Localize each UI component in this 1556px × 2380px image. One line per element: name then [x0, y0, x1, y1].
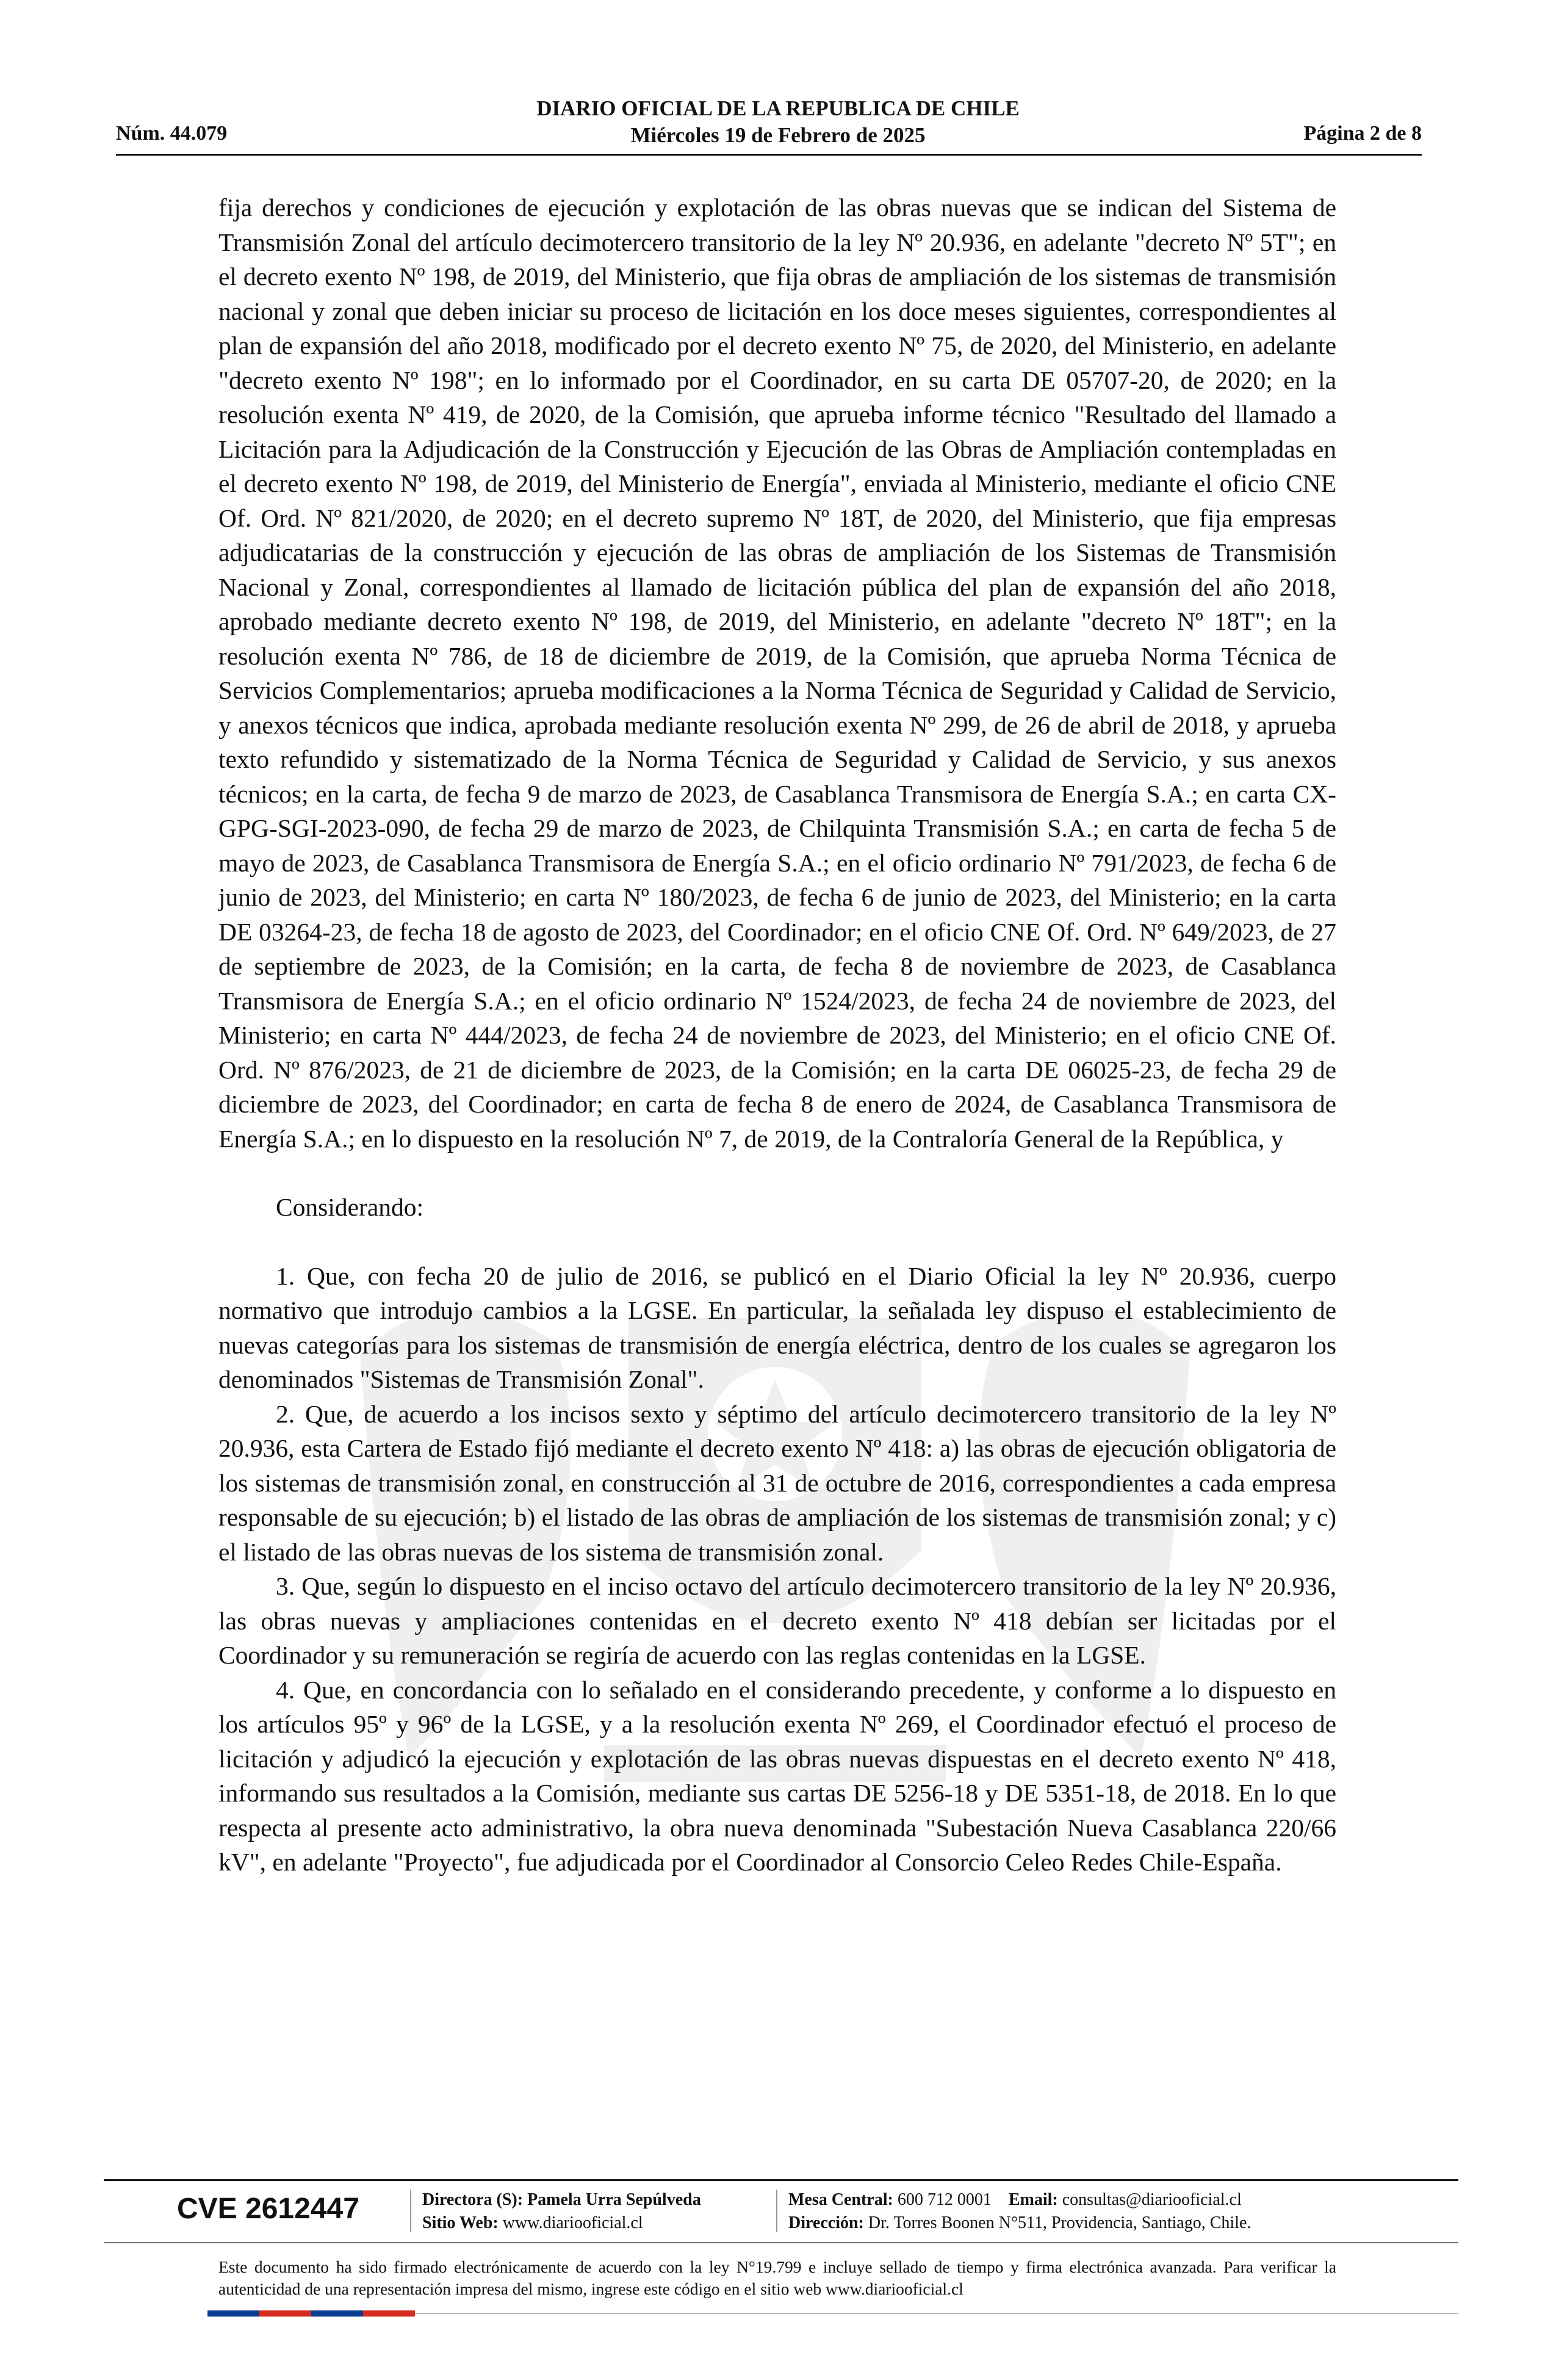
page-number: Página 2 de 8 [1303, 122, 1422, 145]
signature-notice: Este documento ha sido firmado electrónicamente de acuerdo con la ley N°19.799 e incluye sellado de tiempo y firma electrónica avanzada. Para verificar la autenticidad de una representación impresa del mismo, ingrese este código en el sitio web www.diariooficial.cl [218, 2257, 1336, 2298]
considerando-item-2: 2. Que, de acuerdo a los incisos sexto y séptimo del artículo decimotercero transitorio de la ley Nº 20.936, esta Cartera de Estado fijó mediante el decreto exento Nº 418: a) las obras de ejecución obligatoria de los sistemas de transmisión zonal, en construcción al 31 de octubre de 2016, correspondientes a cada empresa responsable de su ejecución; b) el listado de las obras de ampliación de los sistemas de transmisión zonal; y c) el listado de las obras nuevas de los sistema de transmisión zonal. [218, 1399, 1336, 1566]
footer-divider-bottom [415, 2313, 1458, 2314]
footer-directory [422, 2188, 701, 2235]
directora-name: Pamela Urra Sepúlveda [527, 2190, 701, 2209]
mesa-label: Mesa Central: [788, 2190, 893, 2209]
issue-number: Núm. 44.079 [116, 122, 228, 145]
flag-stripe [363, 2310, 415, 2317]
considerando-heading: Considerando: [276, 1193, 424, 1221]
direccion-label: Dirección: [788, 2213, 864, 2232]
footer-divider-top [104, 2179, 1458, 2181]
direccion-value: Dr. Torres Boonen N°511, Providencia, Santiago, Chile. [868, 2213, 1252, 2232]
publication-title: DIARIO OFICIAL DE LA REPUBLICA DE CHILE [536, 96, 1020, 120]
considerando-item-1: 1. Que, con fecha 20 de julio de 2016, se publicó en el Diario Oficial la ley Nº 20.936, cuerpo normativo que introdujo cambios a la LGSE. En particular, la señalada ley dispuso el establecimiento de nuevas categorías para los sistemas de transmisión de energía eléctrica, dentro de los cuales se agregaron los denominados "Sistemas de Transmisión Zonal". [218, 1261, 1336, 1393]
sitio-label: Sitio Web: [422, 2213, 499, 2232]
email-label: Email: [1008, 2190, 1058, 2209]
document-body [218, 190, 1336, 1880]
considerando-item-4: 4. Que, en concordancia con lo señalado en el considerando precedente, y conforme a lo dispuesto en los artículos 95º y 96º de la LGSE, y a la resolución exenta Nº 269, el Coordinador efectuó el proceso de licitación y adjudicó la ejecución y explotación de las obras nuevas dispuestas en el decreto exento Nº 418, informando sus resultados a la Comisión, mediante sus cartas DE 5256-18 y DE 5351-18, de 2018. En lo que respecta al presente acto administrativo, la obra nueva denominada "Subestación Nueva Casablanca 220/66 kV", en adelante "Proyecto", fue adjudicada por el Coordinador al Consorcio Celeo Redes Chile-España. [218, 1675, 1336, 1876]
footer-separator [776, 2190, 777, 2232]
footer-divider-mid [104, 2242, 1458, 2243]
considerando-item-3: 3. Que, según lo dispuesto en el inciso octavo del artículo decimotercero transitorio de la ley Nº 20.936, las obras nuevas y ampliaciones contenidas en el decreto exento Nº 418 debían ser licitadas por el Coordinador y su remuneración se regiría de acuerdo con las reglas contenidas en la LGSE. [218, 1572, 1336, 1669]
paragraph-vistos: fija derechos y condiciones de ejecución y explotación de las obras nuevas que se indican del Sistema de Transmisión Zonal del artículo decimotercero transitorio de la ley Nº 20.936, en adelante "decreto Nº 5T"; en el decreto exento Nº 198, de 2019, del Ministerio, que fija obras de ampliación de los sistemas de transmisión nacional y zonal que deben iniciar su proceso de licitación en los doce meses siguientes, correspondientes al plan de expansión del año 2018, modificado por el decreto exento Nº 75, de 2020, del Ministerio, en adelante "decreto exento Nº 198"; en lo informado por el Coordinador, en su carta DE 05707-20, de 2020; en la resolución exenta Nº 419, de 2020, de la Comisión, que aprueba informe técnico "Resultado del llamado a Licitación para la Adjudicación de la Construcción y Ejecución de las Obras de Ampliación contempladas en el decreto exento Nº 198, de 2019, del Ministerio de Energía", enviada al Ministerio, mediante el oficio CNE Of. Ord. Nº 821/2020, de 2020; en el decreto supremo Nº 18T, de 2020, del Ministerio, que fija empresas adjudicatarias de la construcción y ejecución de las obras de ampliación de los Sistemas de Transmisión Nacional y Zonal, correspondientes al llamado de licitación pública del plan de expansión del año 2018, aprobado mediante decreto exento Nº 198, de 2019, del Ministerio, en adelante "decreto Nº 18T"; en la resolución exenta Nº 786, de 18 de diciembre de 2019, de la Comisión, que aprueba Norma Técnica de Servicios Complementarios; aprueba modificaciones a la Norma Técnica de Seguridad y Calidad de Servicio, y anexos técnicos que indica, aprobada mediante resolución exenta Nº 299, de 26 de abril de 2018, y aprueba texto refundido y sistematizado de la Norma Técnica de Seguridad y Calidad de Servicio, y sus anexos técnicos; en la carta, de fecha 9 de marzo de 2023, de Casablanca Transmisora de Energía S.A.; en carta CX-GPG-SGI-2023-090, de fecha 29 de marzo de 2023, de Chilquinta Transmisión S.A.; en carta de fecha 5 de mayo de 2023, de Casablanca Transmisora de Energía S.A.; en el oficio ordinario Nº 791/2023, de fecha 6 de junio de 2023, del Ministerio; en carta Nº 180/2023, de fecha 6 de junio de 2023, del Ministerio; en la carta DE 03264-23, de fecha 18 de agosto de 2023, del Coordinador; en el oficio CNE Of. Ord. Nº 649/2023, de 27 de septiembre de 2023, de la Comisión; en la carta, de fecha 8 de noviembre de 2023, de Casablanca Transmisora de Energía S.A.; en el oficio ordinario Nº 1524/2023, de fecha 24 de noviembre de 2023, del Ministerio; en carta Nº 444/2023, de fecha 24 de noviembre de 2023, del Ministerio; en el oficio CNE Of. Ord. Nº 876/2023, de 21 de diciembre de 2023, de la Comisión; en la carta DE 06025-23, de fecha 29 de diciembre de 2023, del Coordinador; en carta de fecha 8 de enero de 2024, de Casablanca Transmisora de Energía S.A.; en lo dispuesto en la resolución Nº 7, de 2019, de la Contraloría General de la República, y [218, 193, 1336, 1153]
sitio-link[interactable]: www.diariooficial.cl [502, 2213, 643, 2232]
flag-stripe [259, 2310, 311, 2317]
publication-date: Miércoles 19 de Febrero de 2025 [630, 123, 926, 147]
flag-color-bar [207, 2310, 415, 2317]
cve-code: CVE 2612447 [177, 2193, 359, 2225]
header-divider [116, 154, 1422, 156]
footer-contact [788, 2188, 1251, 2235]
directora-label: Directora (S): [422, 2190, 524, 2209]
mesa-phone: 600 712 0001 [897, 2190, 992, 2209]
flag-stripe [207, 2310, 259, 2317]
footer-separator [410, 2190, 411, 2232]
flag-stripe [311, 2310, 363, 2317]
email-link[interactable]: consultas@diariooficial.cl [1062, 2190, 1242, 2209]
